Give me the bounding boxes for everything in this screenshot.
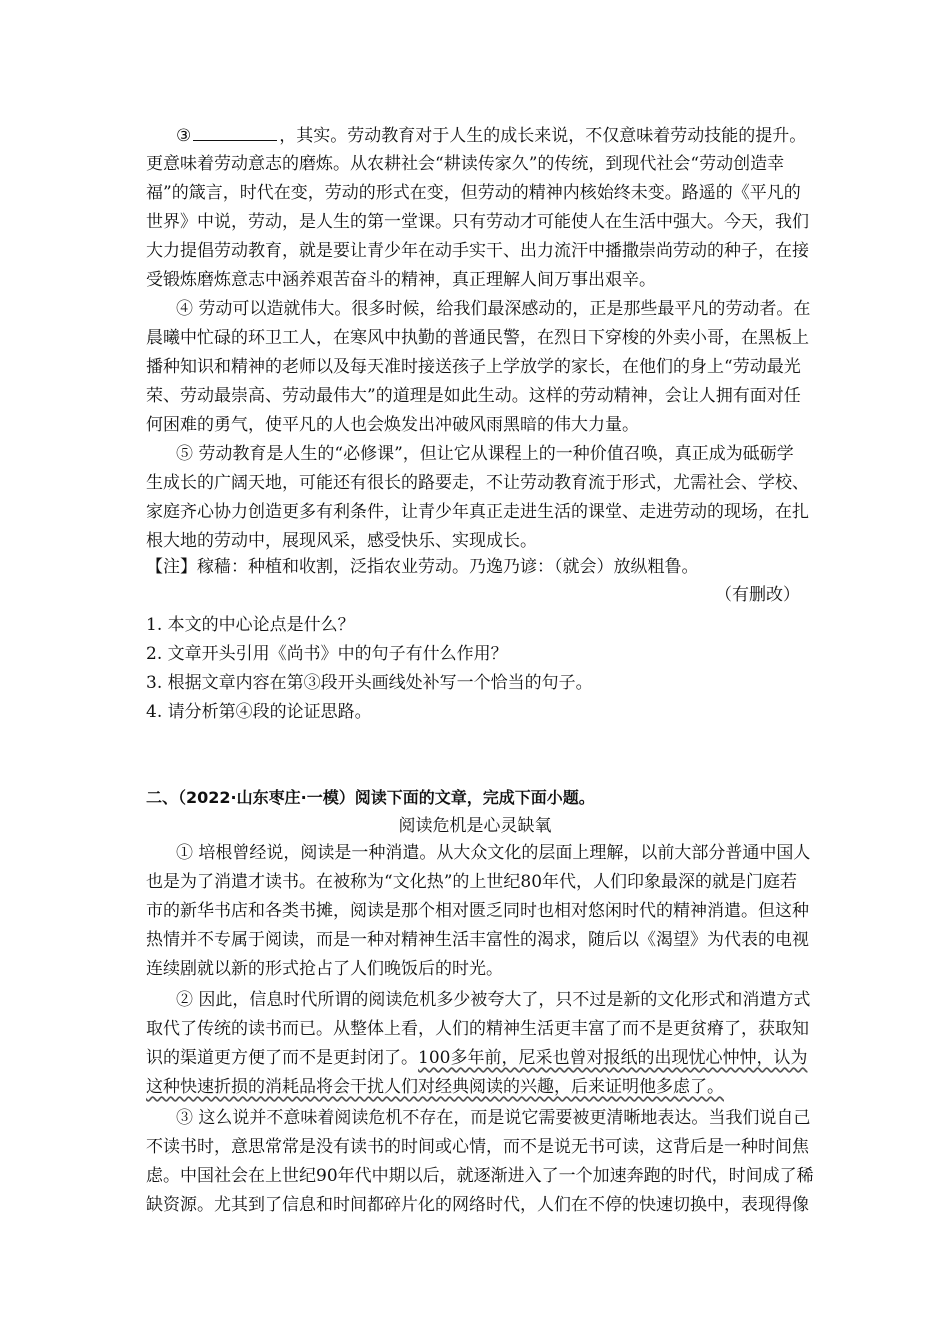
question-2: 2. 文章开头引用《尚书》中的句子有什么作用？: [146, 644, 508, 664]
s2-p2-line-2: 取代了传统的读书而已。从整体上看，人们的精神生活更丰富了而不是更贫瘠了，获取知: [146, 1019, 809, 1039]
p3-line-6: 受锻炼磨炼意志中涵养艰苦奋斗的精神，真正理解人间万事出艰辛。: [146, 270, 656, 290]
s2-p1-line-5: 连续剧就以新的形式抢占了人们晚饭后的时光。: [146, 959, 503, 979]
paragraph-number: ③: [176, 126, 192, 146]
s2-p1-line-4: 热情并不专属于阅读，而是一种对精神生活丰富性的渴求，随后以《渴望》为代表的电视: [146, 930, 809, 950]
p4-line-5: 何困难的勇气，使平凡的人也会焕发出冲破风雨黑暗的伟大力量。: [146, 415, 639, 435]
question-4: 4. 请分析第④段的论证思路。: [146, 702, 372, 722]
s2-p2-line-1: ② 因此，信息时代所谓的阅读危机多少被夸大了，只不过是新的文化形式和消遣方式: [176, 990, 811, 1010]
p4-line-4: 荣、劳动最崇高、劳动最伟大”的道理是如此生动。这样的劳动精神，会让人拥有面对任: [146, 386, 801, 406]
p4-line-2: 晨曦中忙碌的环卫工人，在寒风中执勤的普通民警，在烈日下穿梭的外卖小哥，在黑板上: [146, 328, 809, 348]
p3-line-4: 世界》中说，劳动，是人生的第一堂课。只有劳动才可能使人在生活中强大。今天，我们: [146, 212, 809, 232]
fill-in-blank: [193, 124, 277, 141]
p5-line-2: 生成长的广阔天地，可能还有很长的路要走，不让劳动教育流于形式，尤需社会、学校、: [146, 473, 809, 493]
s2-p2-line-4: [146, 1076, 724, 1098]
s2-p1-line-3: 市的新华书店和各类书摊，阅读是那个相对匮乏同时也相对悠闲时代的精神消遣。但这种: [146, 901, 809, 921]
question-1: 1. 本文的中心论点是什么？: [146, 615, 355, 635]
p3-line-1-text: ，其实。劳动教育对于人生的成长来说，不仅意味着劳动技能的提升。: [279, 126, 807, 146]
p4-line-1: ④ 劳动可以造就伟大。很多时候，给我们最深感动的，正是那些最平凡的劳动者。在: [176, 299, 811, 319]
s2-p3-line-4: 缺资源。尤其到了信息和时间都碎片化的网络时代，人们在不停的快速切换中，表现得像: [146, 1195, 809, 1215]
s2-p3-line-1: ③ 这么说并不意味着阅读危机不存在，而是说它需要被更清晰地表达。当我们说自己: [176, 1108, 811, 1128]
p5-line-1: ⑤ 劳动教育是人生的“必修课”，但让它从课程上的一种价值召唤，真正成为砥砺学: [176, 444, 794, 464]
p4-line-3: 播种知识和精神的老师以及每天准时接送孩子上学放学的家长，在他们的身上“劳动最光: [146, 357, 801, 377]
p3-line-2: 更意味着劳动意志的磨炼。从农耕社会“耕读传家久”的传统，到现代社会“劳动创造幸: [146, 154, 785, 174]
s2-p1-line-1: ① 培根曾经说，阅读是一种消遣。从大众文化的层面上理解，以前大部分普通中国人: [176, 843, 811, 863]
source-note: （有删改）: [715, 585, 800, 605]
p5-line-3: 家庭齐心协力创造更多有利条件，让青少年真正走进生活的课堂、走进劳动的现场，在扎: [146, 502, 809, 522]
question-3: 3. 根据文章内容在第③段开头画线处补写一个恰当的句子。: [146, 673, 593, 693]
s2-p2-line-3-plain: 识的渠道更方便了而不是更封闭了。: [146, 1048, 418, 1068]
p3-line-1: [176, 124, 806, 147]
wavy-underlined-text-2: 这种快速折损的消耗品将会干扰人们对经典阅读的兴趣，后来证明他多虑了。: [146, 1077, 724, 1097]
s2-p3-line-3: 虑。中国社会在上世纪90年代中期以后，就逐渐进入了一个加速奔跑的时代，时间成了稀: [146, 1166, 814, 1186]
s2-p3-line-2: 不读书时，意思常常是没有读书的时间或心情，而不是说无书可读，这背后是一种时间焦: [146, 1137, 809, 1157]
section-heading: 二、（2022·山东枣庄·一模）阅读下面的文章，完成下面小题。: [146, 788, 595, 807]
wavy-underlined-text: 100多年前，尼采也曾对报纸的出现忧心忡忡，认为: [418, 1048, 808, 1068]
annotation-note: 【注】稼穑：种植和收割，泛指农业劳动。乃逸乃谚：（就会）放纵粗鲁。: [146, 557, 699, 577]
s2-p1-line-2: 也是为了消遣才读书。在被称为“文化热”的上世纪80年代，人们印象最深的就是门庭若: [146, 872, 798, 892]
s2-p2-line-3: [146, 1047, 807, 1069]
article-title: 阅读危机是心灵缺氧: [398, 816, 552, 836]
p3-line-3: 福”的箴言，时代在变，劳动的形式在变，但劳动的精神内核始终未变。路遥的《平凡的: [146, 183, 801, 203]
p3-line-5: 大力提倡劳动教育，就是要让青少年在动手实干、出力流汗中播撒崇尚劳动的种子，在接: [146, 241, 809, 261]
p5-line-4: 根大地的劳动中，展现风采，感受快乐、实现成长。: [146, 531, 537, 551]
